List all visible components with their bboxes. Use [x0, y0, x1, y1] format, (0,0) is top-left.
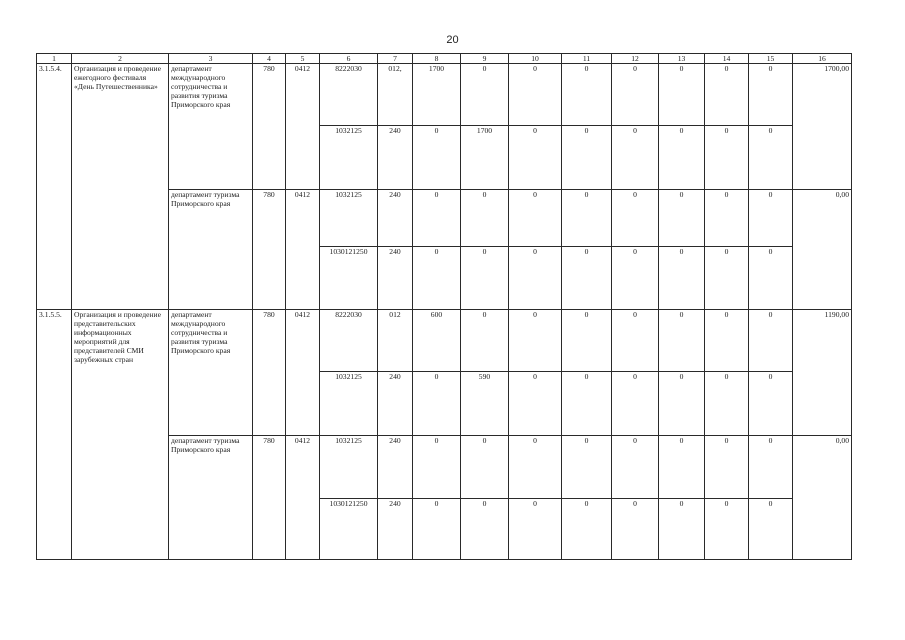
value-cell: 600: [413, 310, 461, 372]
value-cell: 0: [749, 190, 793, 247]
code-cell: 0412: [286, 436, 320, 560]
value-cell: 0: [749, 310, 793, 372]
value-cell: 0: [413, 372, 461, 436]
value-cell: 0: [659, 247, 705, 310]
header-cell: 6: [320, 54, 378, 64]
target-code-cell: 1032125: [320, 436, 378, 499]
value-cell: 0: [612, 310, 659, 372]
value-cell: 0: [562, 247, 612, 310]
header-cell: 12: [612, 54, 659, 64]
code-cell: 780: [253, 310, 286, 436]
header-cell: 13: [659, 54, 705, 64]
page-number: 20: [446, 34, 459, 46]
value-cell: 0: [562, 499, 612, 560]
value-cell: 0: [509, 499, 562, 560]
value-cell: 0: [562, 372, 612, 436]
code-cell: 780: [253, 190, 286, 310]
value-cell: 0: [509, 247, 562, 310]
target-code-cell: 8222030: [320, 64, 378, 126]
value-cell: 0: [749, 499, 793, 560]
total-cell: 0,00: [793, 190, 852, 310]
value-cell: 0: [659, 190, 705, 247]
value-cell: 0: [413, 499, 461, 560]
header-cell: 15: [749, 54, 793, 64]
expense-type-cell: 240: [378, 436, 413, 499]
value-cell: 0: [461, 247, 509, 310]
header-cell: 9: [461, 54, 509, 64]
value-cell: 0: [461, 190, 509, 247]
value-cell: 0: [562, 310, 612, 372]
value-cell: 0: [659, 126, 705, 190]
value-cell: 0: [461, 310, 509, 372]
budget-table: [36, 53, 852, 560]
header-cell: 10: [509, 54, 562, 64]
target-code-cell: 1032125: [320, 190, 378, 247]
header-cell: 7: [378, 54, 413, 64]
value-cell: 0: [659, 372, 705, 436]
value-cell: 0: [659, 499, 705, 560]
value-cell: 0: [509, 372, 562, 436]
expense-type-cell: 012,: [378, 64, 413, 126]
value-cell: 0: [705, 436, 749, 499]
header-row: [37, 54, 852, 64]
total-cell: 1700,00: [793, 64, 852, 190]
value-cell: 0: [749, 372, 793, 436]
header-cell: 2: [72, 54, 169, 64]
target-code-cell: 1030121250: [320, 247, 378, 310]
header-cell: 8: [413, 54, 461, 64]
value-cell: 0: [509, 126, 562, 190]
value-cell: 0: [509, 310, 562, 372]
department-cell: департамент международного сотрудничества и развития туризма Приморского края: [169, 64, 253, 190]
total-cell: 0,00: [793, 436, 852, 560]
header-cell: 16: [793, 54, 852, 64]
expense-type-cell: 240: [378, 372, 413, 436]
value-cell: 0: [705, 310, 749, 372]
value-cell: 0: [461, 64, 509, 126]
department-cell: департамент туризма Приморского края: [169, 190, 253, 310]
value-cell: 1700: [461, 126, 509, 190]
expense-type-cell: 240: [378, 126, 413, 190]
total-cell: 1190,00: [793, 310, 852, 436]
department-cell: департамент туризма Приморского края: [169, 436, 253, 560]
value-cell: 0: [612, 190, 659, 247]
expense-type-cell: 012: [378, 310, 413, 372]
code-cell: 780: [253, 436, 286, 560]
target-code-cell: 1032125: [320, 372, 378, 436]
value-cell: 0: [612, 436, 659, 499]
value-cell: 0: [612, 64, 659, 126]
header-cell: 5: [286, 54, 320, 64]
header-cell: 3: [169, 54, 253, 64]
header-cell: 1: [37, 54, 72, 64]
value-cell: 0: [749, 64, 793, 126]
value-cell: 0: [413, 126, 461, 190]
value-cell: 0: [612, 247, 659, 310]
header-cell: 14: [705, 54, 749, 64]
value-cell: 1700: [413, 64, 461, 126]
value-cell: 0: [413, 247, 461, 310]
department-cell: департамент международного сотрудничества и развития туризма Приморского края: [169, 310, 253, 436]
value-cell: 0: [705, 499, 749, 560]
table-row: [37, 310, 852, 372]
value-cell: 0: [705, 190, 749, 247]
value-cell: 590: [461, 372, 509, 436]
value-cell: 0: [562, 436, 612, 499]
value-cell: 0: [749, 126, 793, 190]
value-cell: 0: [562, 126, 612, 190]
value-cell: 0: [413, 190, 461, 247]
expense-type-cell: 240: [378, 190, 413, 247]
header-cell: 11: [562, 54, 612, 64]
target-code-cell: 1032125: [320, 126, 378, 190]
value-cell: 0: [749, 436, 793, 499]
value-cell: 0: [612, 126, 659, 190]
target-code-cell: 8222030: [320, 310, 378, 372]
code-cell: 0412: [286, 190, 320, 310]
value-cell: 0: [413, 436, 461, 499]
value-cell: 0: [705, 372, 749, 436]
code-cell: 0412: [286, 310, 320, 436]
value-cell: 0: [562, 190, 612, 247]
expense-type-cell: 240: [378, 247, 413, 310]
value-cell: 0: [612, 499, 659, 560]
value-cell: 0: [705, 64, 749, 126]
value-cell: 0: [659, 310, 705, 372]
row-code-cell: 3.1.5.4.: [37, 64, 72, 310]
value-cell: 0: [705, 247, 749, 310]
value-cell: 0: [509, 190, 562, 247]
value-cell: 0: [509, 64, 562, 126]
code-cell: 780: [253, 64, 286, 190]
value-cell: 0: [749, 247, 793, 310]
value-cell: 0: [562, 64, 612, 126]
target-code-cell: 1030121250: [320, 499, 378, 560]
row-code-cell: 3.1.5.5.: [37, 310, 72, 560]
expense-type-cell: 240: [378, 499, 413, 560]
value-cell: 0: [461, 499, 509, 560]
value-cell: 0: [659, 64, 705, 126]
value-cell: 0: [612, 372, 659, 436]
event-name-cell: Организация и проведение ежегодного фестиваля «День Путешественника»: [72, 64, 169, 310]
value-cell: 0: [705, 126, 749, 190]
header-cell: 4: [253, 54, 286, 64]
value-cell: 0: [659, 436, 705, 499]
value-cell: 0: [461, 436, 509, 499]
event-name-cell: Организация и проведение представительских информационных мероприятий для представителей СМИ зарубежных стран: [72, 310, 169, 560]
table-row: [37, 64, 852, 126]
value-cell: 0: [509, 436, 562, 499]
code-cell: 0412: [286, 64, 320, 190]
